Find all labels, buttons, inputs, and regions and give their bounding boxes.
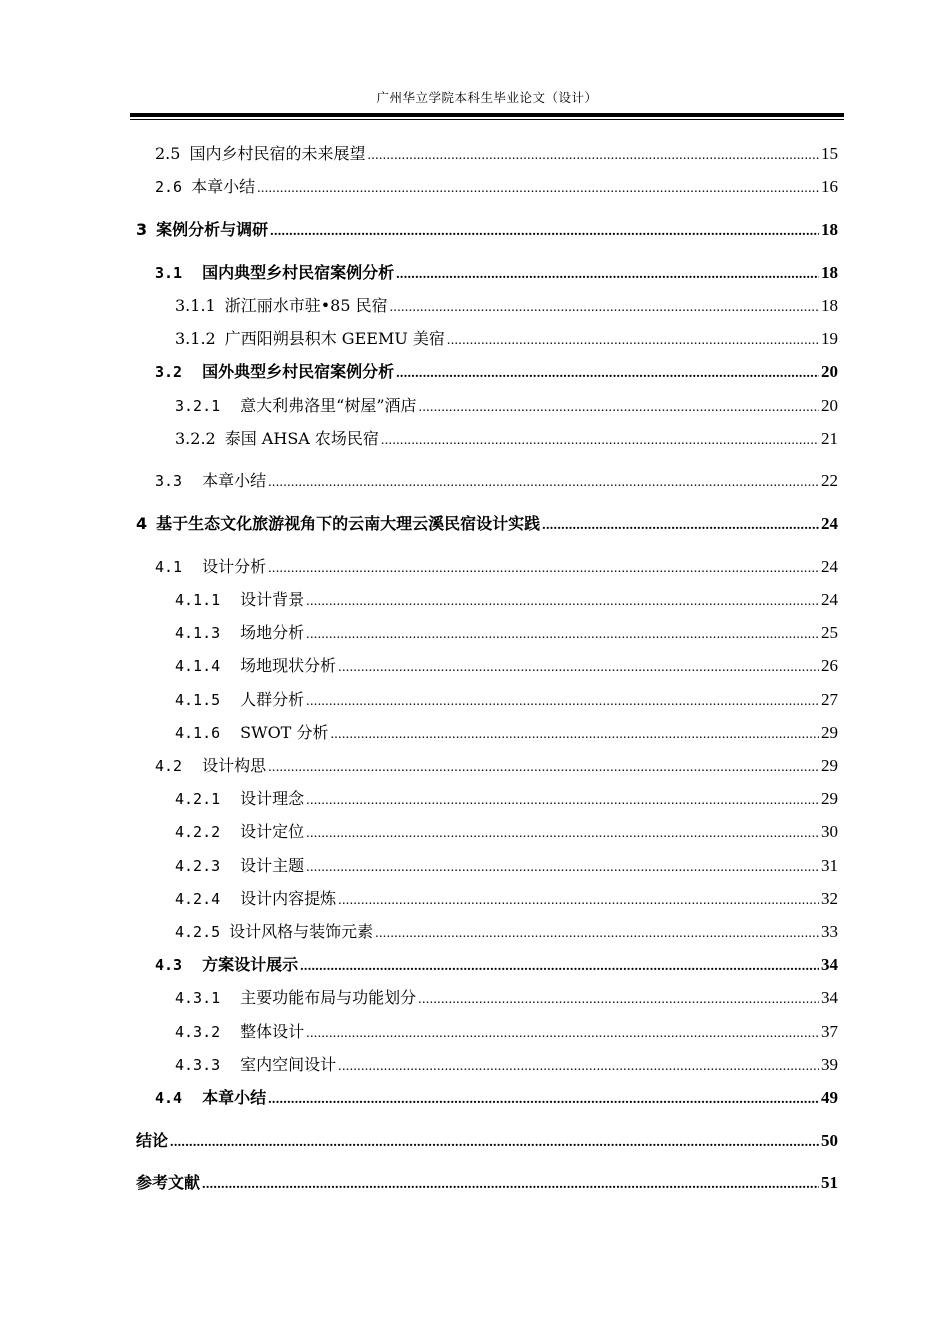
toc-page: 34: [821, 955, 838, 974]
toc-page: 18: [821, 220, 838, 239]
toc-leader: [202, 1174, 819, 1196]
toc-number: 4: [136, 514, 148, 533]
toc-page: 29: [821, 723, 838, 742]
toc-page: 22: [821, 471, 838, 490]
toc-number: 4.3: [155, 956, 183, 974]
toc-entry[interactable]: [175, 428, 838, 452]
toc-number: 4.1.4: [175, 657, 221, 675]
toc-page: 29: [821, 756, 838, 775]
toc-number: 3.1: [155, 264, 183, 282]
toc-leader: [306, 857, 819, 879]
toc-number: 4.4: [155, 1089, 183, 1107]
toc-leader: [381, 430, 819, 452]
toc-entry[interactable]: [155, 755, 838, 779]
toc-entry[interactable]: [175, 987, 838, 1011]
toc-page: 16: [821, 177, 838, 196]
toc-number: 4.2: [155, 757, 183, 775]
toc-number: 4.2.2: [175, 823, 221, 841]
toc-leader: [268, 757, 819, 779]
toc-leader: [419, 397, 819, 419]
toc-leader: [418, 989, 819, 1011]
toc-title: 广西阳朔县积木 GEEMU 美宿: [224, 329, 445, 348]
toc-leader: [270, 221, 819, 243]
toc-page: 21: [821, 429, 838, 448]
toc-leader: [396, 363, 819, 385]
toc-title: 国内典型乡村民宿案例分析: [202, 263, 395, 282]
toc-title: 意大利弗洛里“树屋”酒店: [240, 396, 417, 415]
toc-entry[interactable]: [155, 470, 838, 494]
toc-title: 主要功能布局与功能划分: [240, 988, 417, 1007]
toc-leader: [447, 330, 819, 352]
toc-number: 4.1.5: [175, 691, 221, 709]
toc-leader: [390, 297, 819, 319]
toc-page: 20: [821, 396, 838, 415]
toc-leader: [306, 591, 819, 613]
toc-title: 浙江丽水市驻•85 民宿: [224, 296, 388, 315]
toc-entry-conclusion[interactable]: [136, 1130, 838, 1154]
toc-number: 3.2: [155, 363, 183, 381]
toc-leader: [306, 790, 819, 812]
toc-leader: [338, 890, 819, 912]
toc-leader: [306, 691, 819, 713]
toc-number: 3: [136, 220, 148, 239]
toc-leader: [330, 724, 819, 746]
toc-page: 15: [821, 144, 838, 163]
toc-page: 29: [821, 789, 838, 808]
toc-title: 设计定位: [240, 822, 305, 841]
toc-title: 整体设计: [240, 1022, 305, 1041]
toc-entry[interactable]: [175, 855, 838, 879]
toc-number: 3.1.1: [175, 296, 216, 315]
toc-leader: [338, 657, 819, 679]
toc-title: 参考文献: [136, 1173, 201, 1192]
toc-entry[interactable]: [155, 176, 838, 200]
toc-page: 18: [821, 263, 838, 282]
toc-title: 国外典型乡村民宿案例分析: [202, 362, 395, 381]
toc-number: 4.2.4: [175, 890, 221, 908]
toc-entry[interactable]: [175, 689, 838, 713]
toc-page: 30: [821, 822, 838, 841]
toc-title: 案例分析与调研: [156, 220, 269, 239]
toc-title: 设计构思: [202, 756, 267, 775]
toc-entry-references[interactable]: [136, 1172, 838, 1196]
toc-title: 本章小结: [202, 471, 267, 490]
toc-title: 设计风格与装饰元素: [229, 922, 374, 941]
toc-leader: [338, 1056, 819, 1078]
toc-entry[interactable]: [175, 888, 838, 912]
toc-leader: [257, 178, 819, 200]
toc-entry[interactable]: [175, 295, 838, 319]
toc-number: 3.2.1: [175, 397, 221, 415]
toc-number: 4.2.1: [175, 790, 221, 808]
toc-entry[interactable]: [175, 622, 838, 646]
toc-title: 场地现状分析: [240, 656, 337, 675]
toc-page: 24: [821, 514, 838, 533]
toc-leader: [300, 956, 819, 978]
toc-entry[interactable]: [175, 395, 838, 419]
toc-page: 24: [821, 590, 838, 609]
toc-entry[interactable]: [155, 1087, 838, 1111]
toc-title: 基于生态文化旅游视角下的云南大理云溪民宿设计实践: [156, 514, 541, 533]
toc-entry[interactable]: [175, 328, 838, 352]
toc-title: SWOT 分析: [240, 723, 329, 742]
toc-entry[interactable]: [175, 1021, 838, 1045]
toc-number: 4.3.3: [175, 1056, 221, 1074]
toc-title: 设计理念: [240, 789, 305, 808]
toc-page: 26: [821, 656, 838, 675]
toc-number: 4.2.3: [175, 857, 221, 875]
toc-entry[interactable]: [155, 556, 838, 580]
toc-leader: [396, 264, 819, 286]
toc-page: 50: [821, 1131, 838, 1150]
toc-title: 本章小结: [191, 177, 256, 196]
toc-entry[interactable]: [155, 262, 838, 286]
toc-entry[interactable]: [155, 954, 838, 978]
toc-page: 31: [821, 856, 838, 875]
toc-entry[interactable]: [175, 655, 838, 679]
toc-leader: [375, 923, 819, 945]
toc-number: 4.3.2: [175, 1023, 221, 1041]
toc-entry[interactable]: [175, 821, 838, 845]
toc-page: 27: [821, 690, 838, 709]
toc-entry[interactable]: [155, 143, 838, 167]
toc-title: 本章小结: [202, 1088, 267, 1107]
toc-leader: [306, 1023, 819, 1045]
toc-title: 场地分析: [240, 623, 305, 642]
toc-page: 51: [821, 1173, 838, 1192]
toc-entry[interactable]: [175, 788, 838, 812]
toc-title: 室内空间设计: [240, 1055, 337, 1074]
toc-number: 3.2.2: [175, 429, 216, 448]
toc-leader: [542, 515, 819, 537]
toc-number: 3.1.2: [175, 329, 216, 348]
toc-number: 4.3.1: [175, 989, 221, 1007]
toc-leader: [367, 145, 819, 167]
toc-number: 4.1: [155, 558, 183, 576]
toc-entry[interactable]: [175, 722, 838, 746]
toc-title: 人群分析: [240, 690, 305, 709]
toc-entry[interactable]: [175, 921, 838, 945]
toc-title: 泰国 AHSA 农场民宿: [224, 429, 379, 448]
toc-entry[interactable]: [175, 589, 838, 613]
toc-leader: [306, 823, 819, 845]
toc-page: 33: [821, 922, 838, 941]
toc-number: 4.2.5: [175, 923, 221, 941]
toc-page: 37: [821, 1022, 838, 1041]
toc-leader: [268, 472, 819, 494]
toc-leader: [306, 624, 819, 646]
toc-entry[interactable]: [155, 361, 838, 385]
toc-page: 39: [821, 1055, 838, 1074]
toc-number: 4.1.3: [175, 624, 221, 642]
running-header: 广州华立学院本科生毕业论文（设计）: [376, 90, 598, 105]
toc-page: 19: [821, 329, 838, 348]
toc-page: 25: [821, 623, 838, 642]
toc-title: 设计主题: [240, 856, 305, 875]
toc-number: 2.6: [155, 178, 183, 196]
toc-number: 4.1.1: [175, 591, 221, 609]
toc-leader: [268, 1089, 819, 1111]
toc-title: 方案设计展示: [202, 955, 299, 974]
toc-number: 3.3: [155, 472, 183, 490]
toc-title: 设计内容提炼: [240, 889, 337, 908]
toc-page: 34: [821, 988, 838, 1007]
toc-leader: [170, 1132, 819, 1154]
toc-entry[interactable]: [175, 1054, 838, 1078]
toc-leader: [268, 558, 819, 580]
toc-number: 2.5: [155, 144, 181, 163]
toc-title: 结论: [136, 1131, 169, 1150]
toc-number: 4.1.6: [175, 724, 221, 742]
toc-title: 设计背景: [240, 590, 305, 609]
toc-page: 24: [821, 557, 838, 576]
toc-entry[interactable]: [136, 513, 838, 537]
toc-page: 20: [821, 362, 838, 381]
toc-entry[interactable]: [136, 219, 838, 243]
toc-page: 18: [821, 296, 838, 315]
toc-page: 49: [821, 1088, 838, 1107]
toc-page: 32: [821, 889, 838, 908]
toc-title: 设计分析: [202, 557, 267, 576]
toc-title: 国内乡村民宿的未来展望: [189, 144, 366, 163]
